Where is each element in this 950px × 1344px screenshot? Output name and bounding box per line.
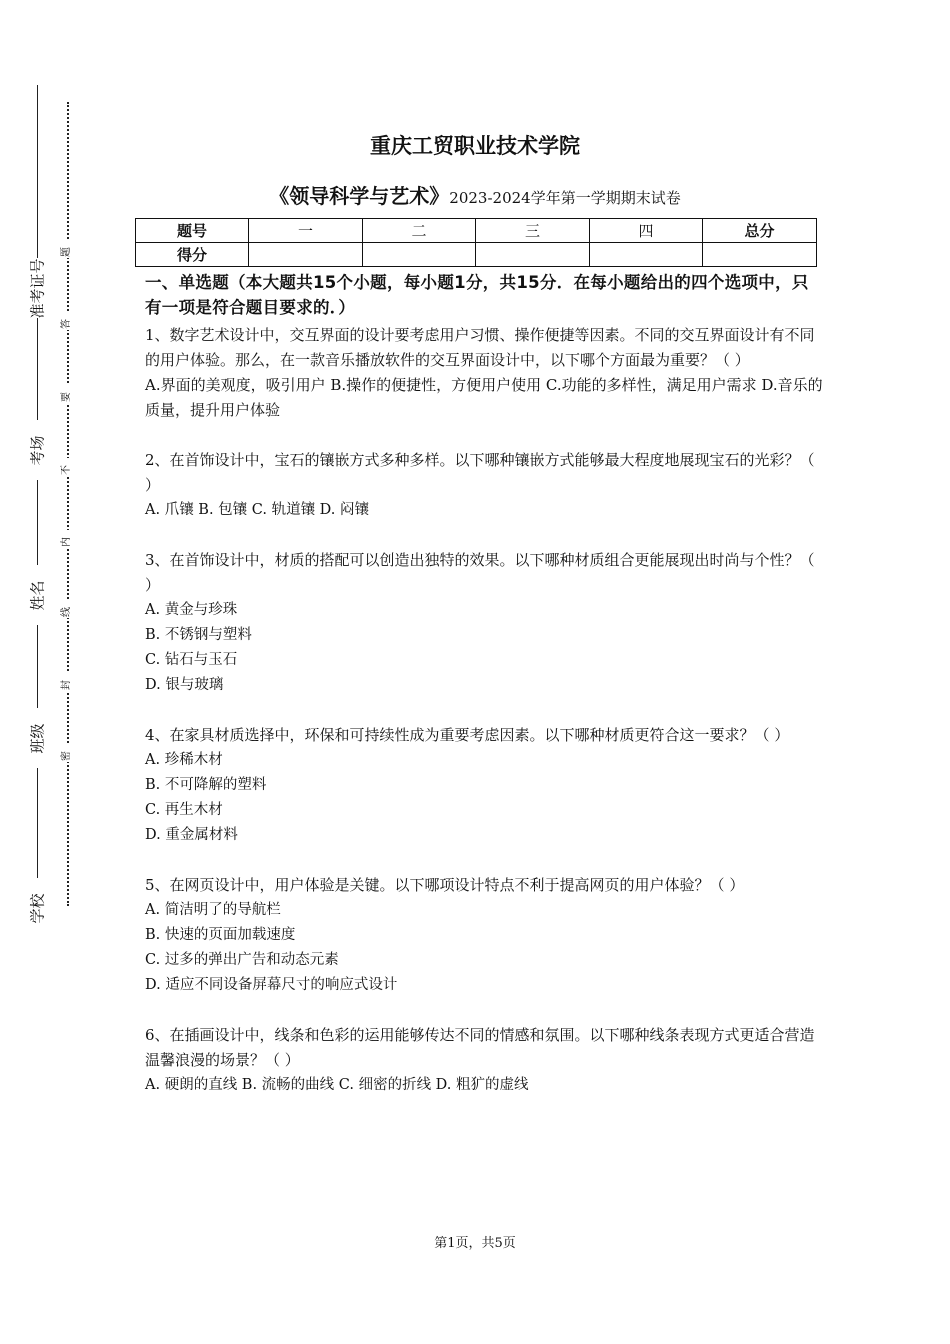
question-3	[145, 548, 825, 698]
question-option: D. 重金属材料	[145, 827, 238, 843]
question-options: A. 硬朗的直线 B. 流畅的曲线 C. 细密的折线 D. 粗犷的虚线	[145, 1077, 529, 1093]
binding-solid-line	[37, 85, 38, 925]
question-option: C. 过多的弹出广告和动态元素	[145, 952, 339, 968]
score-cell-blank	[363, 243, 476, 267]
field-label-exam-number: 准考证号	[22, 258, 52, 318]
field-label-name: 姓名	[22, 565, 52, 625]
question-option: C. 钻石与玉石	[145, 652, 238, 668]
seal-char: 不	[59, 458, 75, 476]
question-4	[145, 723, 825, 848]
question-options: A.界面的美观度，吸引用户 B.操作的便捷性，方便用户使用 C.功能的多样性，满足用户需求 D.音乐的质量，提升用户体验	[145, 376, 823, 419]
question-stem: 2、在首饰设计中，宝石的镶嵌方式多种多样。以下哪种镶嵌方式能够最大程度地展现宝石的光彩？（ ）	[145, 451, 815, 494]
seal-char: 题	[59, 240, 75, 258]
school-name: 重庆工贸职业技术学院	[370, 134, 580, 158]
exam-content	[145, 270, 825, 1123]
question-1	[145, 323, 825, 423]
field-label-school: 学校	[22, 878, 52, 938]
score-cell-blank	[590, 243, 703, 267]
question-stem: 1、数字艺术设计中，交互界面的设计要考虑用户习惯、操作便捷等因素。不同的交互界面设计有不同的用户体验。那么，在一款音乐播放软件的交互界面设计中，以下哪个方面最为重要？（ ）	[145, 326, 815, 369]
question-option: A. 珍稀木材	[145, 752, 223, 768]
seal-char: 线	[59, 600, 75, 618]
question-option: B. 快速的页面加载速度	[145, 927, 296, 943]
exam-term: 2023-2024学年第一学期期末试卷	[449, 189, 681, 207]
section-heading: 一、单选题（本大题共15个小题，每小题1分，共15分．在每小题给出的四个选项中，只有一项是符合题目要求的．）	[145, 273, 809, 317]
score-cell-blank	[476, 243, 590, 267]
score-cell-header: 二	[363, 219, 476, 243]
exam-title	[0, 180, 950, 209]
score-cell-header: 题号	[136, 219, 249, 243]
seal-char: 内	[59, 530, 75, 548]
question-option: B. 不锈钢与塑料	[145, 627, 252, 643]
score-cell-blank	[249, 243, 363, 267]
question-option: A. 简洁明了的导航栏	[145, 902, 281, 918]
score-table-score-row	[136, 243, 817, 267]
seal-char: 封	[59, 673, 75, 691]
question-option: A. 黄金与珍珠	[145, 602, 238, 618]
question-option: B. 不可降解的塑料	[145, 777, 267, 793]
score-cell-header: 一	[249, 219, 363, 243]
question-stem: 5、在网页设计中，用户体验是关键。以下哪项设计特点不利于提高网页的用户体验？（ ）	[145, 876, 745, 894]
score-row-label: 得分	[136, 243, 249, 267]
question-6	[145, 1023, 825, 1098]
question-stem: 4、在家具材质选择中，环保和可持续性成为重要考虑因素。以下哪种材质更符合这一要求？（ ）	[145, 726, 790, 744]
question-options: A. 爪镶 B. 包镶 C. 轨道镶 D. 闷镶	[145, 502, 370, 518]
score-table	[135, 218, 817, 267]
score-cell-header: 三	[476, 219, 590, 243]
question-option: C. 再生木材	[145, 802, 223, 818]
score-table-header-row	[136, 219, 817, 243]
seal-char: 答	[59, 312, 75, 330]
score-cell-header: 四	[590, 219, 703, 243]
question-stem: 6、在插画设计中，线条和色彩的运用能够传达不同的情感和氛围。以下哪种线条表现方式更适合营造温馨浪漫的场景？（ ）	[145, 1026, 815, 1069]
seal-char: 要	[59, 385, 75, 403]
course-name: 《领导科学与艺术》	[269, 184, 450, 208]
question-stem: 3、在首饰设计中，材质的搭配可以创造出独特的效果。以下哪种材质组合更能展现出时尚与个性？（ ）	[145, 551, 815, 594]
score-cell-header: 总分	[703, 219, 817, 243]
question-2	[145, 448, 825, 523]
binding-dotted-line	[67, 102, 69, 906]
page-footer: 第1页，共5页	[434, 1236, 516, 1251]
question-option: D. 适应不同设备屏幕尺寸的响应式设计	[145, 977, 398, 993]
score-cell-blank	[703, 243, 817, 267]
question-option: D. 银与玻璃	[145, 677, 224, 693]
seal-char: 密	[59, 744, 75, 762]
question-5	[145, 873, 825, 998]
field-label-class: 班级	[22, 708, 52, 768]
field-label-exam-room: 考场	[22, 420, 52, 480]
